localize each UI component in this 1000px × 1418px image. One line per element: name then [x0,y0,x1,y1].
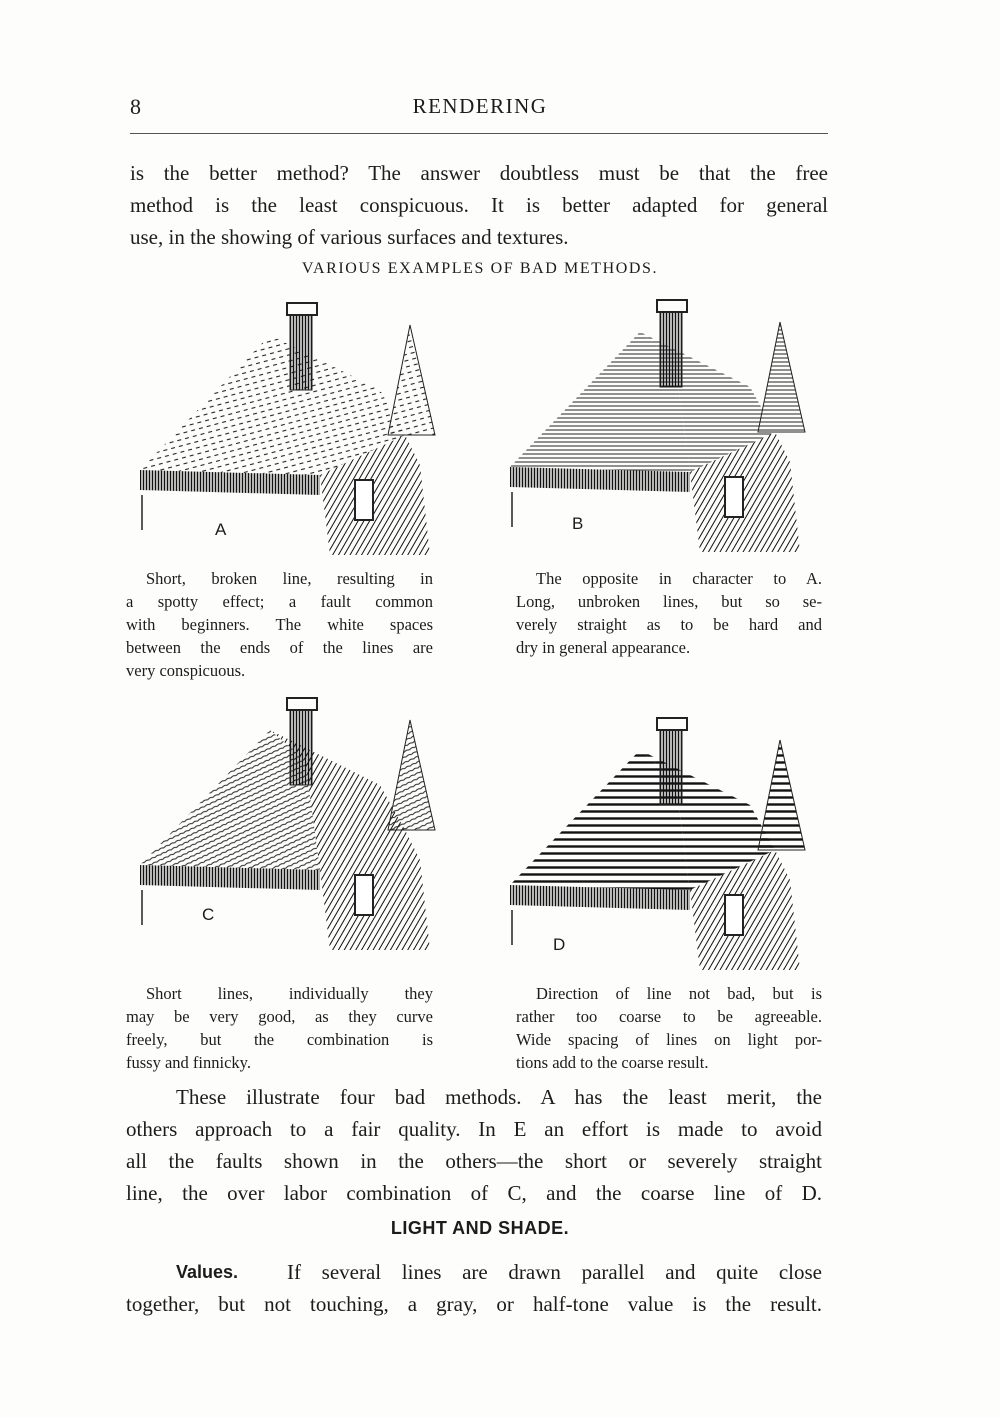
figure-c-illustration [130,690,460,975]
figure-b-illustration [500,292,830,562]
intro-line: is the better method? The answer doubtless must be that the free [130,161,828,185]
figure-label-d: D [553,935,566,954]
figure-d-illustration [500,710,830,980]
caption-a-line: between the ends of the lines are [126,638,433,657]
caption-c-line: Short lines, individually they [146,984,433,1003]
summary-line: These illustrate four bad methods. A has the least merit, the [176,1085,822,1109]
values-text: If several lines are drawn parallel and quite close [287,1260,822,1284]
intro-line: method is the least conspicuous. It is better adapted for general [130,193,828,217]
caption-c-line: may be very good, as they curve [126,1007,433,1026]
page-number: 8 [130,94,141,119]
caption-b-line: Long, unbroken lines, but so se- [516,592,822,611]
section-heading: LIGHT AND SHADE. [390,1218,570,1238]
caption-a-line: very conspicuous. [126,661,246,680]
caption-b-line: verely straight as to be hard and [516,615,822,634]
figure-label-c: C [202,905,215,924]
caption-b-line: The opposite in character to A. [536,569,822,588]
caption-a-line: Short, broken line, resulting in [146,569,433,588]
caption-b-line: dry in general appearance. [516,638,691,657]
figure-label-a: A [215,520,227,539]
summary-line: all the faults shown in the others—the short or severely straight [126,1149,822,1173]
caption-c-line: fussy and finnicky. [126,1053,251,1072]
figure-a-illustration [130,295,460,565]
caption-c-line: freely, but the combination is [126,1030,433,1049]
running-title: RENDERING [412,94,548,118]
values-lead: Values. [176,1262,239,1282]
intro-line: use, in the showing of various surfaces and textures. [130,225,569,249]
caption-d-line: tions add to the coarse result. [516,1053,709,1072]
figure-heading: VARIOUS EXAMPLES OF BAD METHODS. [301,260,659,277]
caption-a-line: a spotty effect; a fault common [126,592,433,611]
header-rule [130,133,828,134]
values-line-1 [176,1256,822,1288]
summary-line: others approach to a fair quality. In E an effort is made to avoid [126,1117,822,1141]
figure-label-b: B [572,514,584,533]
caption-d-line: Wide spacing of lines on light por- [516,1030,822,1049]
caption-a-line: with beginners. The white spaces [126,615,433,634]
caption-d-line: Direction of line not bad, but is [536,984,822,1003]
values-line-2: together, but not touching, a gray, or half-tone value is the result. [126,1292,822,1316]
summary-line: line, the over labor combination of C, and the coarse line of D. [126,1181,822,1205]
caption-d-line: rather too coarse to be agreeable. [516,1007,822,1026]
